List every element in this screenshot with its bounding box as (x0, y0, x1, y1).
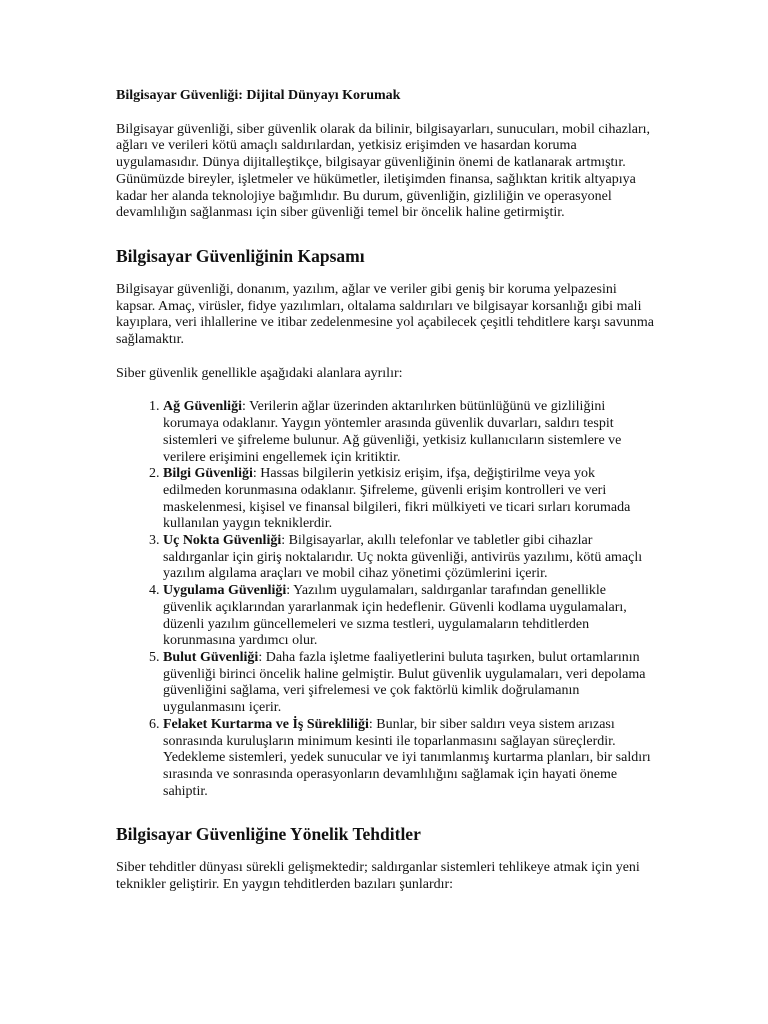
threats-paragraph: Siber tehditler dünyası sürekli gelişmektedir; saldırganlar sistemleri tehlikeye atmak için yeni teknikler geliştirir. En yaygın tehditlerden bazıları şunlardır: (116, 860, 640, 893)
list-item (163, 466, 656, 533)
section-heading-scope: Bilgisayar Güvenliğinin Kapsamı (116, 245, 365, 266)
list-item-term: Uç Nokta Güvenliği (163, 533, 282, 549)
list-item (163, 583, 656, 650)
list-item-text: : Yazılım uygulamaları, saldırganlar tarafından genellikle güvenlik açıklarından yararlanmak için hedeflenir. Güvenli kodlama uygulamaları, düzenli yazılım güncellemeleri ve sızma testleri, uygulamaların tehditlerden korunmasına yardımcı olur. (163, 583, 627, 649)
list-item-text: : Bunlar, bir siber saldırı veya sistem arızası sonrasında kuruluşların minimum kesinti ile toparlanmasını sağlayan süreçlerdir. Yedekleme sistemleri, yedek sunucular ve iyi tanımlanmış kurtarma planları, bir saldırı sırasında ve sonrasında operasyonların devamlılığını sağlamak için hayati öneme sahiptir. (163, 716, 651, 799)
list-item-text: : Daha fazla işletme faaliyetlerini buluta taşırken, bulut ortamlarının güvenliği birinci öncelik haline gelmiştir. Bulut güvenlik uygulamaları, veri depolama güvenliğini sağlama, veri şifrelemesi ve çok faktörlü kimlik doğrulamanın uygulanmasını içerir. (163, 649, 646, 716)
list-item-text: : Bilgisayarlar, akıllı telefonlar ve tabletler gibi cihazlar saldırganlar için giriş noktalarıdır. Uç nokta güvenliği, antivirüs yazılımı, kötü amaçlı yazılım algılama araçları ve mobil cihaz yönetimi çözümlerini içerir. (163, 533, 643, 582)
list-intro: Siber güvenlik genellikle aşağıdaki alanlara ayrılır: (116, 365, 403, 381)
security-areas-list (116, 399, 656, 800)
list-item (163, 533, 656, 583)
list-item-term: Uygulama Güvenliği (163, 583, 287, 599)
section-heading-threats: Bilgisayar Güvenliğine Yönelik Tehditler (116, 824, 421, 845)
list-item (163, 650, 656, 717)
list-item (163, 399, 656, 466)
document-page (116, 88, 656, 911)
list-item-term: Felaket Kurtarma ve İş Sürekliliği (163, 716, 369, 732)
list-item-text: : Verilerin ağlar üzerinden aktarılırken bütünlüğünü ve gizliliğini korumaya odaklanır. Yaygın yöntemler arasında güvenlik duvarları, saldırı tespit sistemleri ve şifreleme bulunur. Ağ güvenliği, yetkisiz kullanıcıların sistemlere ve verilere erişimini engellemek için kritiktir. (163, 399, 622, 465)
list-item-term: Bilgi Güvenliği (163, 466, 253, 482)
intro-paragraph: Bilgisayar güvenliği, siber güvenlik olarak da bilinir, bilgisayarları, sunucuları, mobil cihazları, ağları ve verileri kötü amaçlı saldırılardan, yetkisiz erişimden ve hasardan koruma uygulamasıdır. Dünya dijitalleştikçe, bilgisayar güvenliğinin önemi de katlanarak artmıştır. Günümüzde bireyler, işletmeler ve hükümetler, iletişimden finansa, sağlıktan kritik altyapıya kadar her alanda teknolojiye bağımlıdır. Bu durum, güvenliğin, gizliliğin ve operasyonel devamlılığın sağlanması için siber güvenliği temel bir öncelik haline getirmiştir. (116, 121, 651, 221)
list-item-term: Bulut Güvenliği (163, 649, 259, 665)
list-item-text: : Hassas bilgilerin yetkisiz erişim, ifşa, değiştirilme veya yok edilmeden korunmasına odaklanır. Şifreleme, güvenli erişim kontrolleri ve veri maskelenmesi, kişisel ve finansal bilgileri, fikri mülkiyeti ve ticari sırları korumada kullanılan yaygın tekniklerdir. (163, 466, 631, 532)
list-item-term: Ağ Güvenliği (163, 399, 242, 415)
list-item (163, 717, 656, 801)
scope-paragraph: Bilgisayar güvenliği, donanım, yazılım, ağlar ve veriler gibi geniş bir koruma yelpazesini kapsar. Amaç, virüsler, fidye yazılımları, oltalama saldırıları ve bilgisayar korsanlığı gibi mali kayıplara, veri ihlallerine ve itibar zedelenmesine yol açabilecek çeşitli tehditlere karşı savunma sağlamaktır. (116, 281, 654, 348)
document-title: Bilgisayar Güvenliği: Dijital Dünyayı Korumak (116, 88, 401, 103)
